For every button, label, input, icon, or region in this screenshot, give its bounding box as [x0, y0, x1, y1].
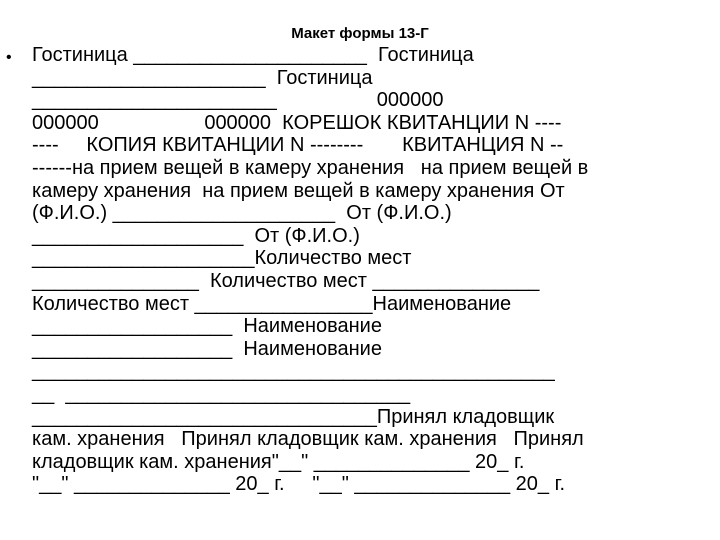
text-line-4: 000000 000000 КОРЕШОК КВИТАНЦИИ N ----: [32, 111, 562, 134]
text-line-16: __ _______________________________: [32, 382, 411, 405]
text-line-8: (Ф.И.О.) ____________________ От (Ф.И.О.): [32, 202, 452, 225]
bullet-icon: •: [6, 49, 12, 66]
form-text-block: [32, 44, 716, 496]
text-line-11: _______________ Количество мест _______________: [32, 269, 540, 292]
text-line-20: "__" ______________ 20_ г. "__" ______________ 20_ г.: [32, 473, 566, 496]
text-line-1: Гостиница _____________________ Гостиница: [32, 44, 474, 66]
text-line-6: ------на прием вещей в камеру хранения на прием вещей в: [32, 156, 589, 179]
text-line-14: __________________ Наименование: [32, 337, 382, 360]
text-line-3: ______________________ 000000: [32, 89, 444, 112]
text-line-12: Количество мест ________________Наименование: [32, 292, 512, 315]
text-line-17: _______________________________Принял кладовщик: [32, 405, 555, 428]
text-line-10: ____________________Количество мест: [32, 247, 412, 270]
text-line-7: камеру хранения на прием вещей в камеру хранения От: [32, 179, 565, 202]
text-line-15: _______________________________________________: [32, 360, 555, 383]
text-line-5: ---- КОПИЯ КВИТАНЦИИ N -------- КВИТАНЦИЯ N --: [32, 134, 564, 157]
text-line-19: кладовщик кам. хранения"__" ______________ 20_ г.: [32, 450, 525, 473]
text-line-13: __________________ Наименование: [32, 315, 382, 338]
text-line-9: ___________________ От (Ф.И.О.): [32, 224, 360, 247]
form-title: Макет формы 13-Г: [291, 25, 429, 42]
text-line-2: _____________________ Гостиница: [32, 66, 373, 89]
text-line-18: кам. хранения Принял кладовщик кам. хранения Принял: [32, 428, 584, 451]
